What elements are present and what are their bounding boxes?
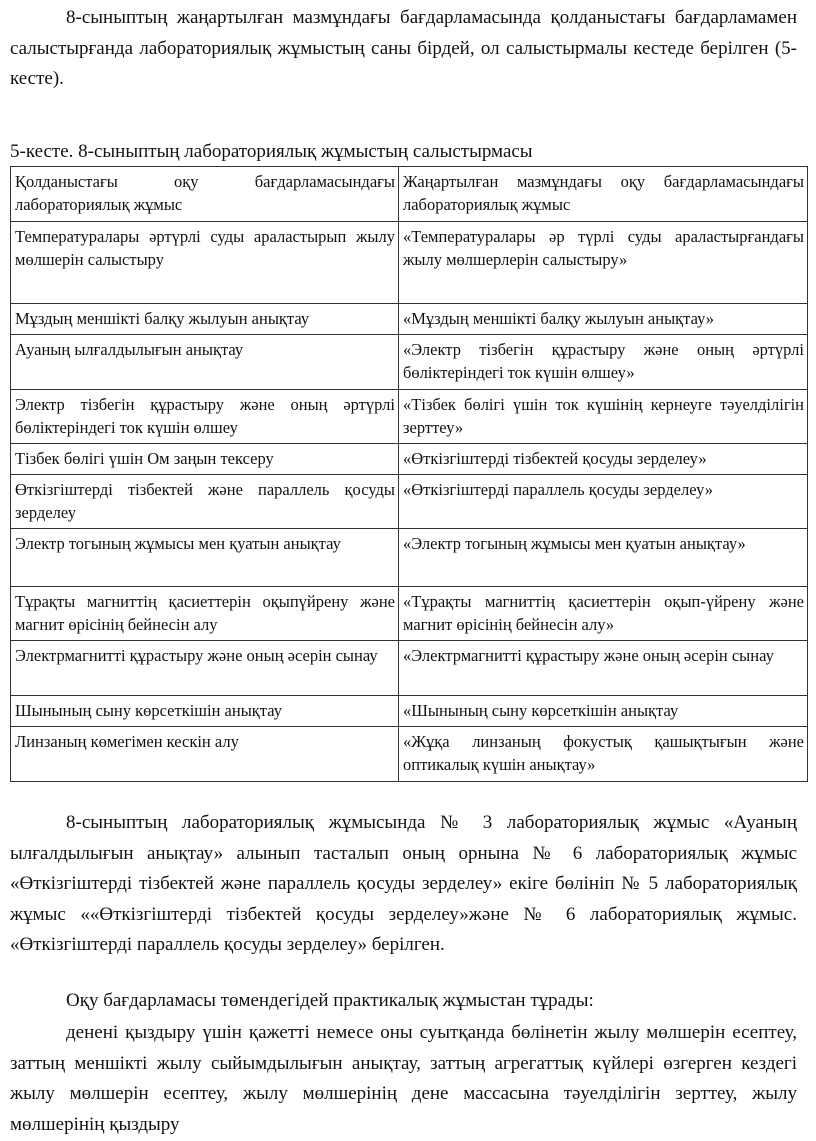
cell-current: Мұздың меншікті балқу жылуын анықтау bbox=[11, 304, 399, 335]
cell-current: Тұрақты магниттің қасиеттерін оқыпүйрену және магнит өрісінің бейнесін алу bbox=[11, 587, 399, 641]
table-row bbox=[11, 529, 808, 587]
cell-current: Ауаның ылғалдылығын анықтау bbox=[11, 335, 399, 390]
cell-updated: «Температуралары әр түрлі суды араластырғандағы жылу мөлшерлерін салыстыру» bbox=[399, 222, 808, 304]
table-row bbox=[11, 587, 808, 641]
analysis-paragraph: 8-сыныптың лабораториялық жұмысында № 3 лабораториялық жұмыс «Ауаның ылғалдылығын анықтау» алынып тасталып оның орнына № 6 лабораториялық жұмыс «Өткізгіштерді тізбектей және параллель қосуды зерделеу» екіге бөлініп № 5 лабораториялық жұмыс ««Өткізгіштерді тізбектей қосуды зерделеу»және № 6 лабораториялық жұмыс. «Өткізгіштерді параллель қосуды зерделеу» берілген. bbox=[10, 812, 797, 955]
table-row bbox=[11, 335, 808, 390]
cell-updated: «Тұрақты магниттің қасиеттерін оқып-үйрену және магнит өрісінің бейнесін алу» bbox=[399, 587, 808, 641]
cell-current: Электрмагнитті құрастыру және оның әсерін сынау bbox=[11, 641, 399, 696]
table-row bbox=[11, 222, 808, 304]
cell-current: Линзаның көмегімен кескін алу bbox=[11, 727, 399, 782]
cell-current: Өткізгіштерді тізбектей және параллель қосуды зерделеу bbox=[11, 475, 399, 529]
cell-current: Шынының сыну көрсеткішін анықтау bbox=[11, 696, 399, 727]
table-row bbox=[11, 696, 808, 727]
intro-paragraph: 8-сыныптың жаңартылған мазмұндағы бағдарламасында қолданыстағы бағдарламамен салыстырғанда лабораториялық жұмыстың саны бірдей, ол салыстырмалы кестеде берілген (5-кесте). bbox=[10, 7, 797, 89]
table-row bbox=[11, 390, 808, 444]
cell-updated: «Өткізгіштерді параллель қосуды зерделеу» bbox=[399, 475, 808, 529]
cell-current: Температуралары әртүрлі суды араластырып жылу мөлшерін салыстыру bbox=[11, 222, 399, 304]
table-caption: 5-кесте. 8-сыныптың лабораториялық жұмыстың салыстырмасы bbox=[10, 141, 533, 162]
table-row bbox=[11, 475, 808, 529]
cell-updated: «Электр тогының жұмысы мен қуатын анықтау» bbox=[399, 529, 808, 587]
cell-updated: «Жұқа линзаның фокустық қашықтығын және оптикалық күшін анықтау» bbox=[399, 727, 808, 782]
cell-updated: «Электр тізбегін құрастыру және оның әртүрлі бөліктеріндегі ток күшін өлшеу» bbox=[399, 335, 808, 390]
cell-current: Тізбек бөлігі үшін Ом заңын тексеру bbox=[11, 444, 399, 475]
table-row bbox=[11, 444, 808, 475]
header-current-program: Қолданыстағы оқу бағдарламасындағы лабораториялық жұмыс bbox=[11, 167, 399, 222]
practical-works-intro: Оқу бағдарламасы төмендегідей практикалық жұмыстан тұрады: bbox=[66, 990, 594, 1011]
header-updated-program: Жаңартылған мазмұндағы оқу бағдарламасындағы лабораториялық жұмыс bbox=[399, 167, 808, 222]
table-header-row bbox=[11, 167, 808, 222]
cell-updated: «Тізбек бөлігі үшін ток күшінің кернеуге тәуелділігін зерттеу» bbox=[399, 390, 808, 444]
cell-current: Электр тогының жұмысы мен қуатын анықтау bbox=[11, 529, 399, 587]
cell-current: Электр тізбегін құрастыру және оның әртүрлі бөліктеріндегі ток күшін өлшеу bbox=[11, 390, 399, 444]
cell-updated: «Шынының сыну көрсеткішін анықтау bbox=[399, 696, 808, 727]
cell-updated: «Өткізгіштерді тізбектей қосуды зерделеу» bbox=[399, 444, 808, 475]
practical-works-list: денені қыздыру үшін қажетті немесе оны суытқанда бөлінетін жылу мөлшерін есептеу, заттың меншікті жылу сыйымдылығын анықтау, заттың агрегаттық күйлері өзгерген кездегі жылу мөлшерін есептеу, жылу мөлшерінің дене массасына тәуелділігін зерттеу, жылу мөлшерінің қыздыру bbox=[10, 1022, 797, 1135]
cell-updated: «Электрмагнитті құрастыру және оның әсерін сынау bbox=[399, 641, 808, 696]
table-row bbox=[11, 304, 808, 335]
table-row bbox=[11, 641, 808, 696]
cell-updated: «Мұздың меншікті балқу жылуын анықтау» bbox=[399, 304, 808, 335]
comparison-table bbox=[10, 166, 808, 782]
table-row bbox=[11, 727, 808, 782]
